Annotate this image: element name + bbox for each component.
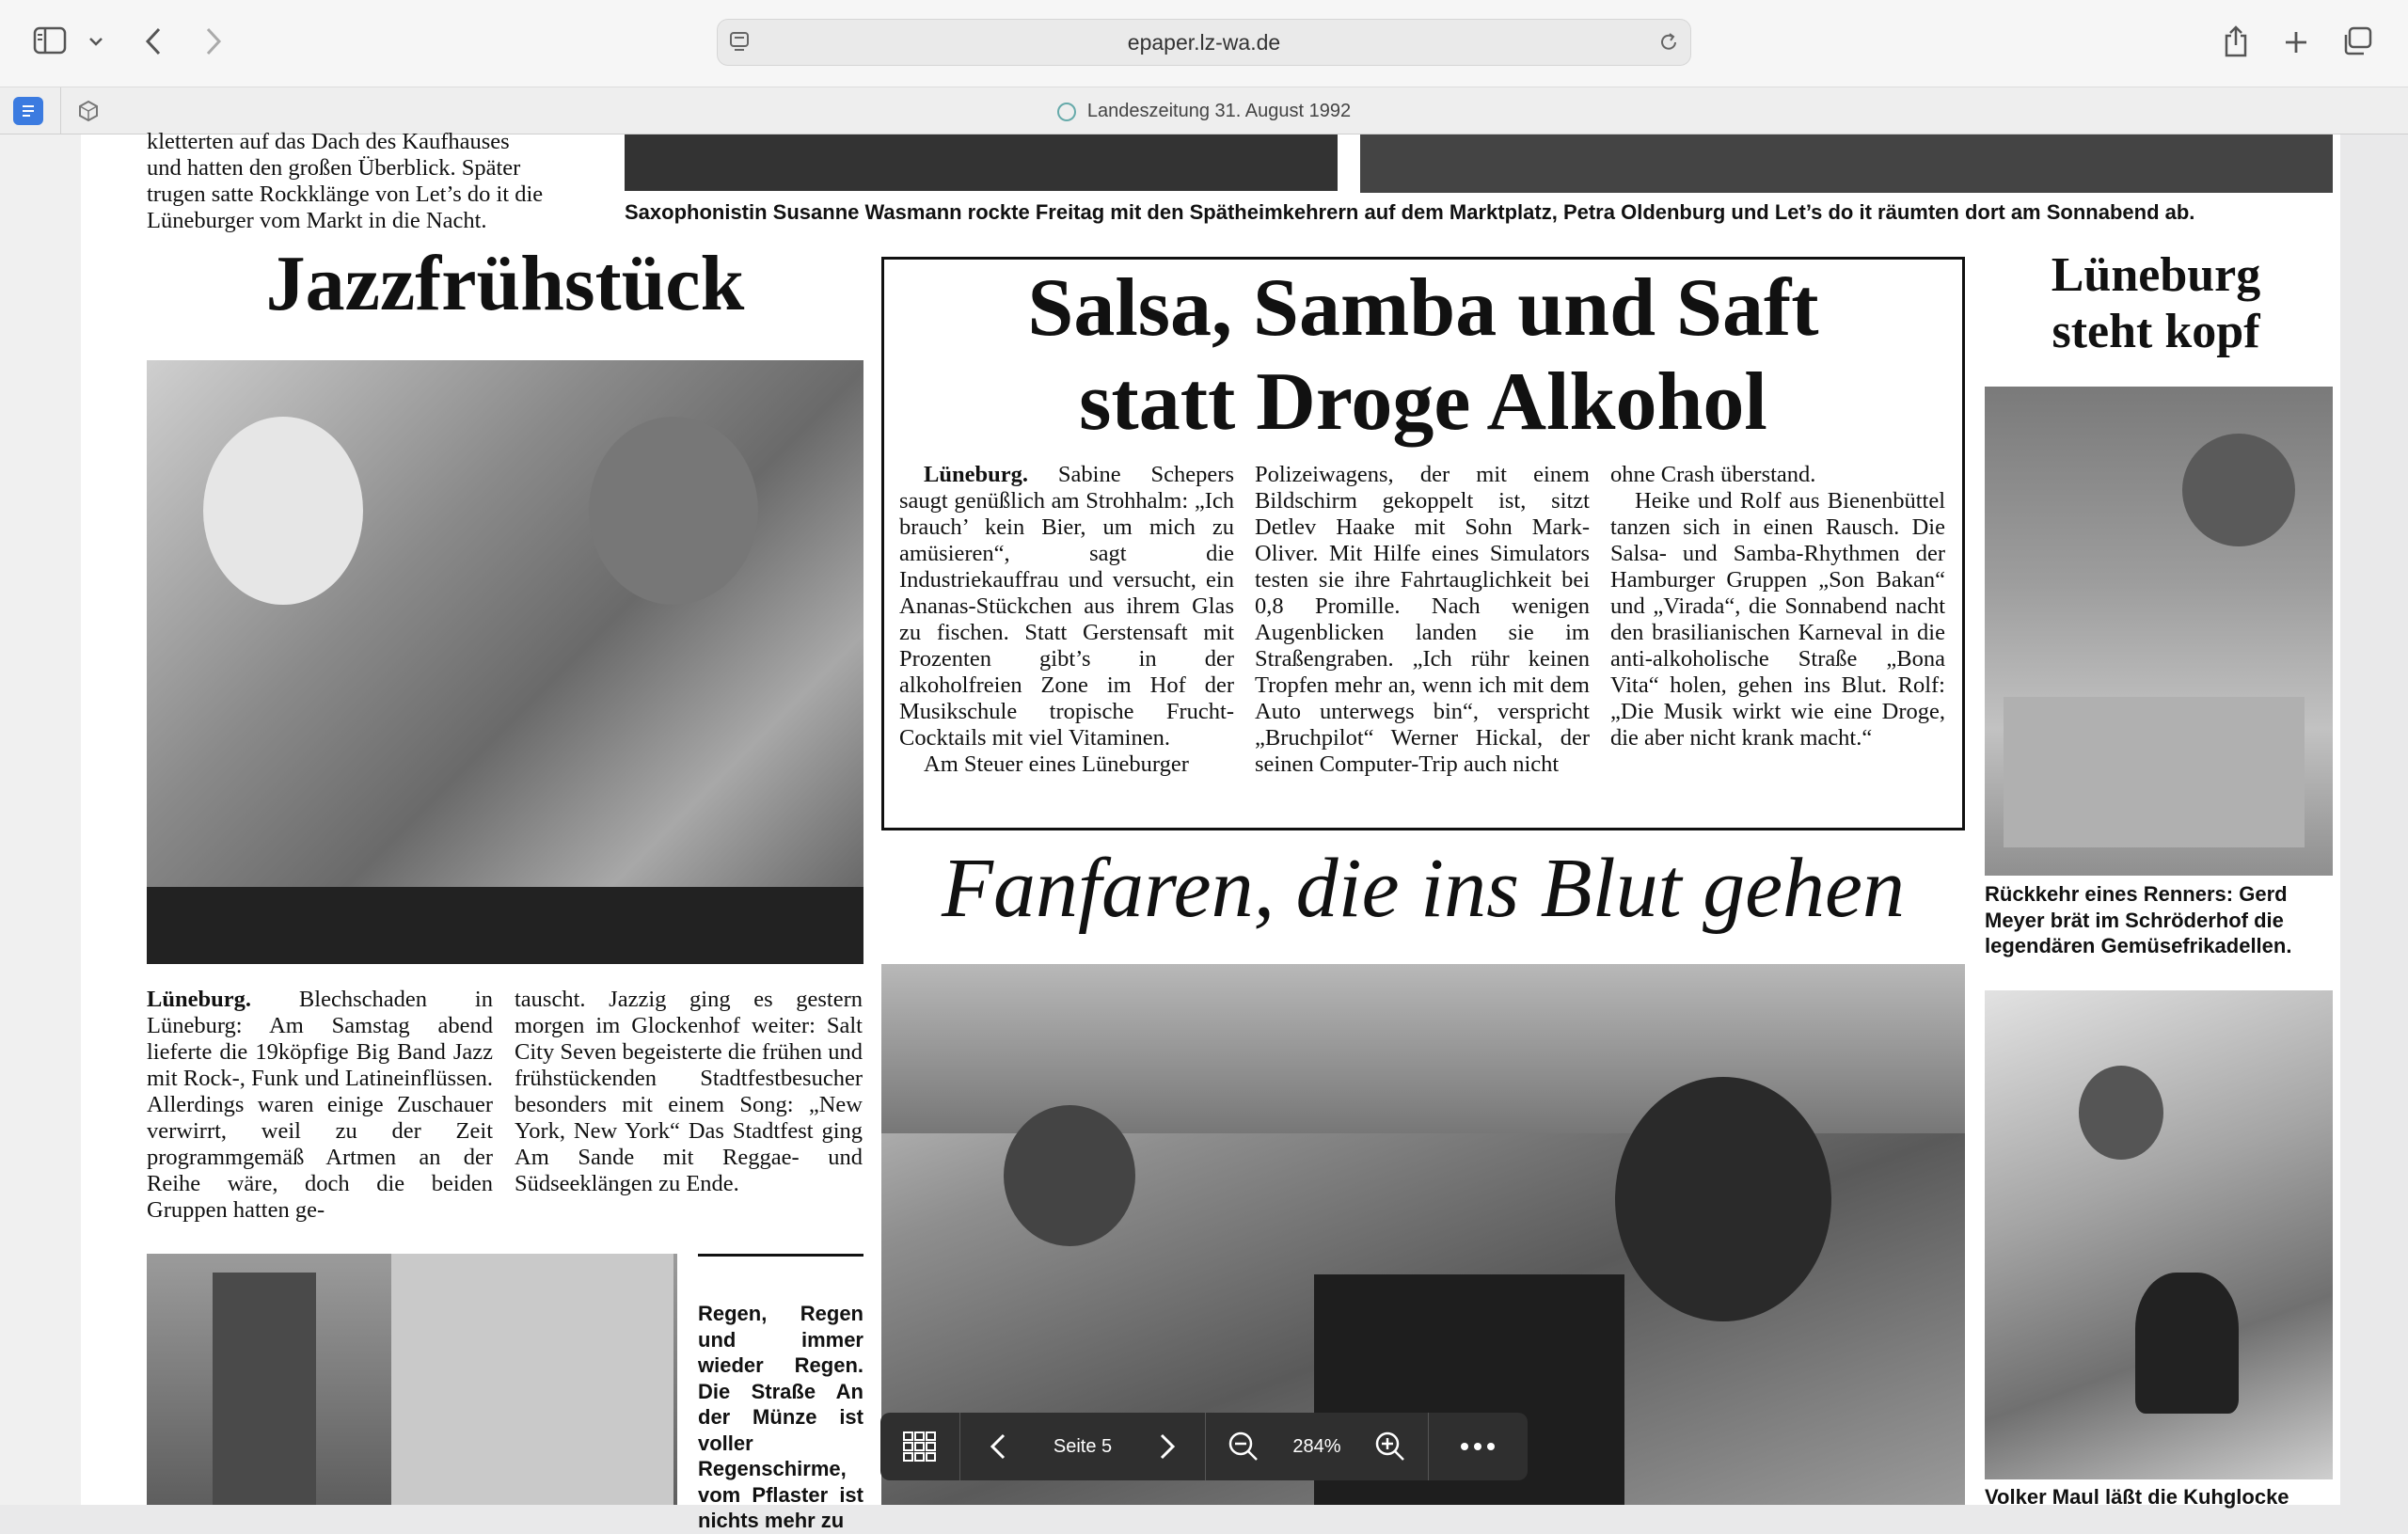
ellipsis-icon xyxy=(1459,1442,1497,1451)
grid-icon xyxy=(902,1431,938,1463)
top-photo-caption: Saxophonistin Susanne Wasmann rockte Freitag mit den Spätheimkehrern auf dem Marktplatz, Petra Oldenburg und Let’s do it räumten dort am Sonnabend ab. xyxy=(625,200,2195,224)
salsa-col1 xyxy=(899,462,1234,778)
jazz-saxophone-photo xyxy=(147,360,863,964)
tab-bar xyxy=(0,87,2408,134)
lueneburg-headline-line2: steht kopf xyxy=(2052,305,2260,358)
chevron-down-icon[interactable] xyxy=(85,30,107,53)
zoom-in-icon xyxy=(1374,1431,1406,1463)
left-gutter xyxy=(0,134,81,1505)
text-line: Lüneburger vom Markt in die Nacht. xyxy=(147,208,487,233)
zoom-in-button[interactable] xyxy=(1353,1413,1428,1480)
top-photo-left xyxy=(625,134,1338,191)
more-options-button[interactable] xyxy=(1429,1413,1527,1480)
salsa-col2: Polizeiwagens, der mit einem Bildschirm gekoppelt ist, sitzt Detlev Haake mit Sohn Mark-Oliver. Mit Hilfe eines Simulators testen sie ihre Fahrtauglichkeit bei 0,8 Promille. Nach wenigen Augenblicken landen sie im Straßengraben. „Ich rühr keinen Tropfen mehr an, wenn ich mit dem Auto unterwegs bin“, verspricht „Bruchpilot“ Werner Hickal, der seinen Computer-Trip auch nicht xyxy=(1255,462,1590,777)
jazz-headline: Jazzfrühstück xyxy=(265,240,745,327)
dateline: Lüneburg. xyxy=(147,987,251,1012)
url-text: epaper.lz-wa.de xyxy=(1127,30,1281,55)
body-text: Blechschaden in Lüneburg: Am Samstag abend lieferte die 19köpfige Big Band Jazz mit Rock-, Funk und Latineinflüssen. Allerdings waren einige Zuschauer verwirrt, weil zu der Zeit programmgemäß Artmen an der Reihe wäre, doch die beiden Gruppen hatten ge- xyxy=(147,987,493,1223)
back-icon[interactable] xyxy=(139,24,167,58)
zoom-level: 284% xyxy=(1292,1435,1341,1457)
browser-toolbar xyxy=(0,0,2408,87)
reload-icon[interactable] xyxy=(1656,30,1681,55)
text-line: trugen satte Rockklänge von Let’s do it die xyxy=(147,182,544,207)
body-text: Sabine Schepers saugt genüßlich am Strohhalm: „Ich brauch’ kein Bier, um mich zu amüsieren“, sagt die Industriekauffrau und versucht, ein Ananas-Stückchen aus ihrem Glas zu fischen. Statt Gerstensaft mit Prozenten gibt’s in der alkoholfreien Zone im Hof der Musikschule tropische Frucht-Cocktails mit viel Vitaminen. xyxy=(899,462,1234,751)
tab-title: Landeszeitung 31. August 1992 xyxy=(1086,101,1352,121)
jazz-col2: tauscht. Jazzig ging es gestern morgen im Glockenhof weiter: Salt City Seven begeisterte die frühen und frühstückenden Stadtfestbesucher besonders mit einem Song: „New York, New York“ Das Stadtfest ging Am Sande mit Reggae- und Südseeklängen zu Ende. xyxy=(515,987,863,1196)
page-indicator: Seite 5 xyxy=(1053,1435,1113,1457)
text-line: und hatten den großen Überblick. Später xyxy=(147,155,521,181)
newspaper-page[interactable] xyxy=(81,129,2340,1532)
kuhglocke-photo xyxy=(1985,990,2333,1479)
chevron-right-icon xyxy=(1158,1432,1177,1461)
dateline: Lüneburg. xyxy=(924,462,1028,487)
previous-page-button[interactable] xyxy=(960,1413,1036,1480)
viewer-control-bar xyxy=(880,1413,1528,1480)
address-bar[interactable] xyxy=(717,19,1691,66)
active-tab[interactable] xyxy=(0,101,2408,122)
kuhglocke-caption: Volker Maul läßt die Kuhglocke xyxy=(1985,1485,2289,1509)
salsa-col3 xyxy=(1610,462,1945,751)
new-tab-icon[interactable] xyxy=(2280,26,2312,58)
body-text: ohne Crash überstand. xyxy=(1610,462,1816,487)
page-grid-button[interactable] xyxy=(880,1413,959,1480)
text-line: kletterten auf das Dach des Kaufhauses xyxy=(147,129,510,154)
rain-street-photo xyxy=(147,1254,677,1505)
top-photo-right xyxy=(1360,134,2333,193)
body-text: Heike und Rolf aus Bienenbüttel tanzen sich in einen Rausch. Die Salsa- und Samba-Rhythmen der Hamburger Gruppen „Son Bakan“ und „Virada“, die Sonnabend nacht den brasilianischen Karneval in die anti-alkoholische Straße „Bona Vita“ holen, gehen ins Blut. Rolf: „Die Musik wirkt wie eine Droge, die aber nicht krank macht.“ xyxy=(1610,488,1945,751)
frikadellen-photo xyxy=(1985,387,2333,876)
next-page-button[interactable] xyxy=(1130,1413,1205,1480)
body-text: Am Steuer eines Lüneburger xyxy=(924,751,1189,777)
zoom-out-icon xyxy=(1228,1431,1259,1463)
share-icon[interactable] xyxy=(2220,23,2252,60)
tab-overview-icon[interactable] xyxy=(2340,24,2374,58)
chevron-left-icon xyxy=(989,1432,1007,1461)
salsa-headline-line1: Salsa, Samba und Saft xyxy=(1027,262,1819,354)
jazz-col1 xyxy=(147,987,493,1224)
lueneburg-headline-line1: Lüneburg xyxy=(2051,248,2261,302)
zoom-out-button[interactable] xyxy=(1206,1413,1281,1480)
frikadellen-caption: Rückkehr eines Renners: Gerd Meyer brät im Schröderhof die legendären Gemüsefrikadellen. xyxy=(1985,882,2292,957)
salsa-headline-line2: statt Droge Alkohol xyxy=(1079,356,1767,448)
site-favicon-icon xyxy=(1057,103,1076,121)
sidebar-toggle-icon[interactable] xyxy=(32,24,68,56)
fanfaren-headline: Fanfaren, die ins Blut gehen xyxy=(942,842,1905,935)
top-article-text xyxy=(147,129,692,234)
rain-caption: Regen, Regen und immer wieder Regen. Die Straße An der Münze ist voller Regenschirme, vom Pflaster ist nichts mehr zu xyxy=(698,1302,863,1532)
rule-line xyxy=(698,1254,863,1257)
forward-icon[interactable] xyxy=(199,24,228,58)
